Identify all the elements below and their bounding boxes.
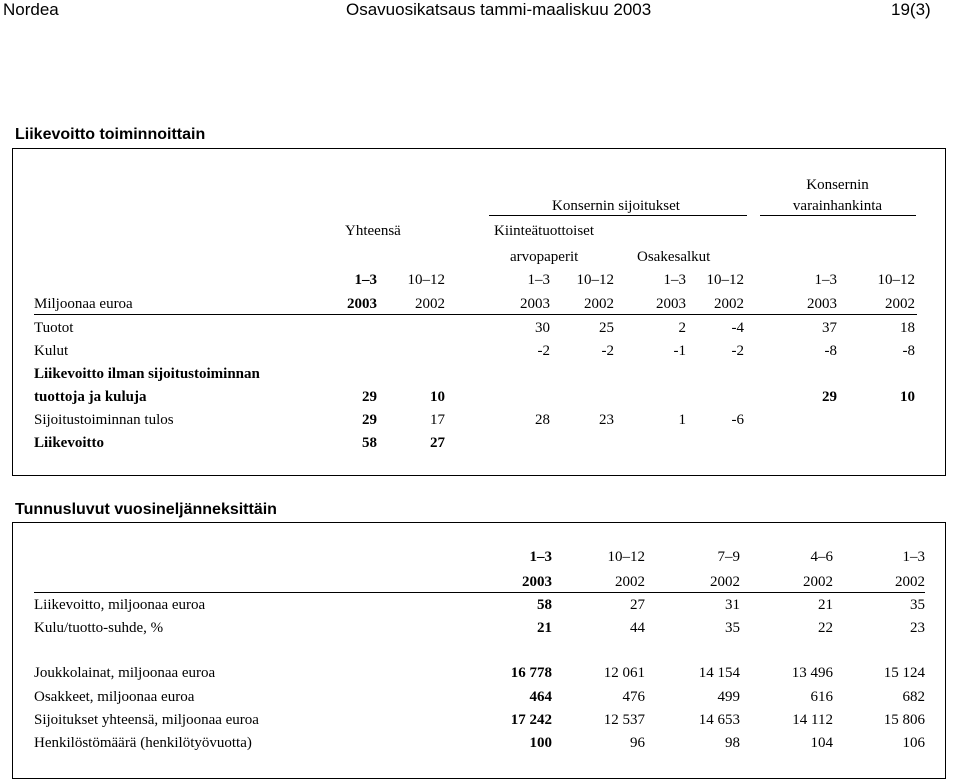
cell: 464	[529, 689, 552, 705]
cell: 23	[910, 620, 925, 636]
cell: 17	[430, 412, 445, 428]
cell: 10	[430, 389, 445, 405]
year-q3-2002: 2002	[710, 574, 740, 590]
cell: 30	[535, 320, 550, 336]
cell: 18	[900, 320, 915, 336]
period-q4-2002: 10–12	[607, 549, 645, 565]
row-label-sijoitukset-yhteensa: Sijoitukset yhteensä, miljoonaa euroa	[34, 712, 259, 728]
period-q1-2002: 1–3	[902, 549, 925, 565]
cell: 27	[430, 435, 445, 451]
year-var-q1: 2003	[807, 296, 837, 312]
cell: 14 112	[792, 712, 833, 728]
period-osake-q4: 10–12	[706, 272, 744, 288]
period-kiint-q4: 10–12	[576, 272, 614, 288]
cell: 10	[900, 389, 915, 405]
cell: -2	[537, 343, 550, 359]
row-label-liikevoitto-ilman: Liikevoitto ilman sijoitustoiminnan	[34, 366, 260, 382]
year-kiint-q1: 2003	[520, 296, 550, 312]
cell: 104	[810, 735, 833, 751]
page-number: 19(3)	[891, 0, 931, 19]
cell: 106	[902, 735, 925, 751]
column-header-kiinteatuottoiset-1: Kiinteätuottoiset	[494, 223, 594, 239]
row-label-osakkeet: Osakkeet, miljoonaa euroa	[34, 689, 195, 705]
cell: 37	[822, 320, 837, 336]
cell: 21	[537, 620, 552, 636]
cell: -2	[601, 343, 614, 359]
cell: -4	[731, 320, 744, 336]
cell: 1	[678, 412, 686, 428]
cell: 58	[537, 597, 552, 613]
cell: -8	[824, 343, 837, 359]
year-yht-q1: 2003	[347, 296, 377, 312]
year-var-q4: 2002	[885, 296, 915, 312]
year-q2-2002: 2002	[803, 574, 833, 590]
year-q1-2002-b: 2002	[895, 574, 925, 590]
group-underline-varainhankinta	[760, 215, 916, 216]
section2-header-rule	[34, 592, 925, 593]
cell: 29	[362, 389, 377, 405]
cell: 44	[630, 620, 645, 636]
cell: 12 537	[603, 712, 645, 728]
year-osake-q1: 2003	[656, 296, 686, 312]
row-label-tuottoja-ja-kuluja: tuottoja ja kuluja	[34, 389, 147, 405]
cell: 29	[822, 389, 837, 405]
cell: 15 124	[883, 665, 925, 681]
cell: 2	[678, 320, 686, 336]
period-yht-q4: 10–12	[407, 272, 445, 288]
row-label-joukkolainat: Joukkolainat, miljoonaa euroa	[34, 665, 216, 681]
cell: -1	[673, 343, 686, 359]
cell: -6	[731, 412, 744, 428]
row-label-liikevoitto-me: Liikevoitto, miljoonaa euroa	[34, 597, 206, 613]
row-label-tuotot: Tuotot	[34, 320, 74, 336]
company-name: Nordea	[3, 0, 59, 19]
column-header-yhteensa: Yhteensä	[345, 223, 401, 239]
cell: 616	[810, 689, 833, 705]
year-kiint-q4: 2002	[584, 296, 614, 312]
period-kiint-q1: 1–3	[527, 272, 550, 288]
cell: 13 496	[791, 665, 833, 681]
row-label-liikevoitto: Liikevoitto	[34, 435, 104, 451]
section1-title: Liikevoitto toiminnoittain	[15, 126, 206, 143]
group-header-varainhankinta-2: varainhankinta	[792, 198, 883, 214]
row-label-header: Miljoonaa euroa	[34, 296, 133, 312]
cell: 14 154	[698, 665, 740, 681]
cell: 23	[599, 412, 614, 428]
cell: 29	[362, 412, 377, 428]
year-osake-q4: 2002	[714, 296, 744, 312]
cell: 21	[818, 597, 833, 613]
column-header-osakesalkut: Osakesalkut	[637, 249, 711, 265]
year-q1-2003: 2003	[522, 574, 552, 590]
cell: 499	[717, 689, 740, 705]
year-q4-2002: 2002	[615, 574, 645, 590]
period-q2-2002: 4–6	[810, 549, 833, 565]
cell: -2	[731, 343, 744, 359]
cell: 16 778	[510, 665, 552, 681]
group-underline-sijoitukset	[489, 215, 747, 216]
cell: 35	[910, 597, 925, 613]
cell: 100	[529, 735, 552, 751]
cell: 476	[622, 689, 645, 705]
period-var-q4: 10–12	[877, 272, 915, 288]
section2-title: Tunnusluvut vuosineljänneksittäin	[15, 501, 277, 518]
period-yht-q1: 1–3	[354, 272, 377, 288]
cell: 682	[902, 689, 925, 705]
cell: 27	[630, 597, 645, 613]
period-osake-q1: 1–3	[663, 272, 686, 288]
cell: 15 806	[883, 712, 925, 728]
row-label-henkilostomaara: Henkilöstömäärä (henkilötyövuotta)	[34, 735, 252, 751]
cell: 96	[630, 735, 645, 751]
cell: 14 653	[698, 712, 740, 728]
year-yht-q4: 2002	[415, 296, 445, 312]
section1-header-rule	[34, 314, 917, 315]
cell: 31	[725, 597, 740, 613]
period-q1-2003: 1–3	[529, 549, 552, 565]
row-label-kulu-tuotto: Kulu/tuotto-suhde, %	[34, 620, 164, 636]
report-title: Osavuosikatsaus tammi-maaliskuu 2003	[346, 0, 652, 19]
cell: 28	[535, 412, 550, 428]
cell: 98	[725, 735, 740, 751]
column-header-kiinteatuottoiset-2: arvopaperit	[510, 249, 579, 265]
cell: 35	[725, 620, 740, 636]
cell: 22	[818, 620, 833, 636]
period-q3-2002: 7–9	[717, 549, 740, 565]
cell: 17 242	[510, 712, 552, 728]
period-var-q1: 1–3	[814, 272, 837, 288]
group-header-sijoitukset: Konsernin sijoitukset	[552, 198, 680, 214]
row-label-kulut: Kulut	[34, 343, 69, 359]
cell: 58	[362, 435, 377, 451]
group-header-varainhankinta-1: Konsernin	[806, 177, 869, 193]
cell: 12 061	[603, 665, 645, 681]
row-label-sijoitustoiminnan-tulos: Sijoitustoiminnan tulos	[34, 412, 174, 428]
cell: -8	[902, 343, 915, 359]
cell: 25	[599, 320, 614, 336]
